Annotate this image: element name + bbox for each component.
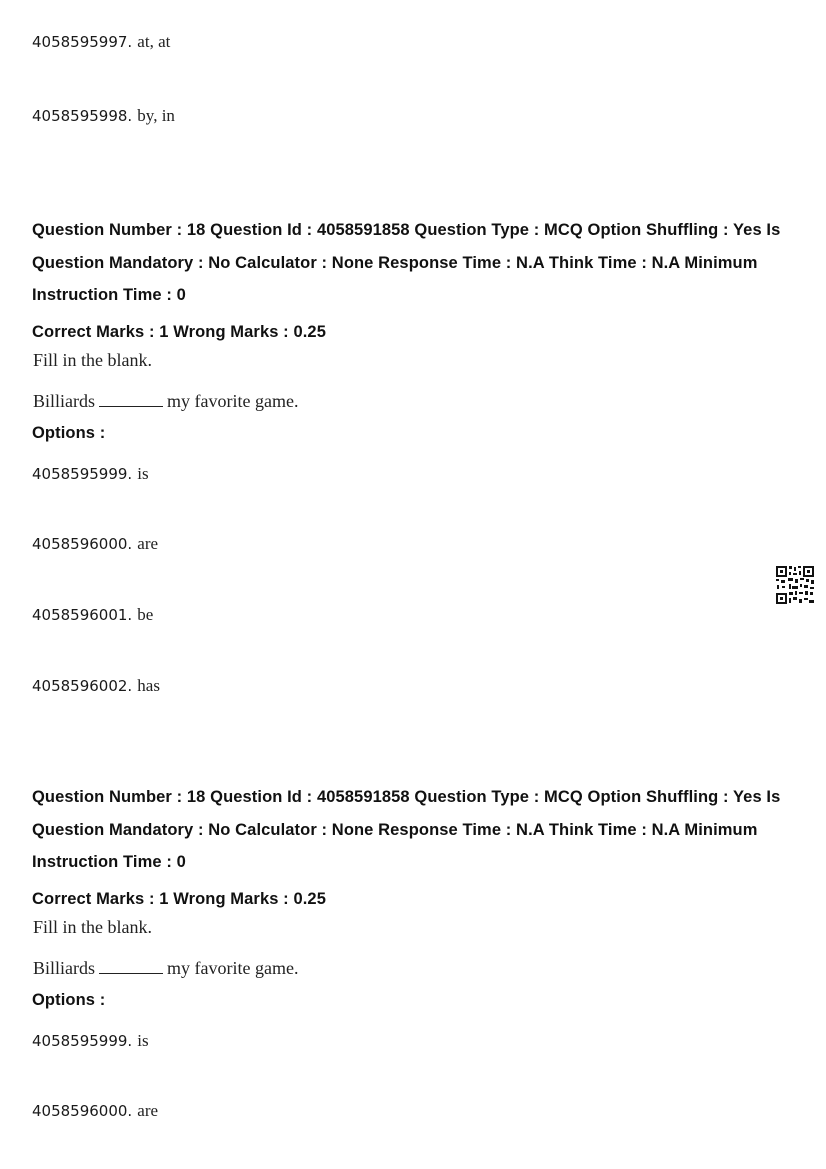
option-text: is <box>137 1031 149 1050</box>
option-text: is <box>137 464 149 483</box>
blank-line <box>99 392 163 407</box>
sentence-end: my favorite game. <box>167 391 299 411</box>
question-instruction: Fill in the blank. <box>33 350 152 370</box>
question-meta-line2: Question Mandatory : No Calculator : None Response Time : N.A Think Time : N.A Minimum <box>32 821 758 839</box>
option-id: 4058596000. <box>32 535 133 553</box>
option-text: has <box>137 676 160 695</box>
question-meta-line1: Question Number : 18 Question Id : 4058591858 Question Type : MCQ Option Shuffling : Yes Is <box>32 221 781 239</box>
option-id: 4058596000. <box>32 1102 133 1120</box>
question-marks: Correct Marks : 1 Wrong Marks : 0.25 <box>32 890 326 908</box>
option-id: 4058595999. <box>32 1032 133 1050</box>
question-meta-line2: Question Mandatory : No Calculator : None Response Time : N.A Think Time : N.A Minimum <box>32 254 758 272</box>
option-id: 4058595998. <box>32 107 133 125</box>
option-text: by, in <box>137 106 175 125</box>
question-sentence <box>33 958 298 979</box>
option-id: 4058595997. <box>32 33 133 51</box>
option-text: are <box>137 1101 159 1120</box>
option-text: are <box>137 534 159 553</box>
sentence-start: Billiards <box>33 958 95 978</box>
option-id: 4058596001. <box>32 606 133 624</box>
option-id: 4058596002. <box>32 677 133 695</box>
option-row <box>32 605 153 625</box>
question-instruction: Fill in the blank. <box>33 917 152 937</box>
option-row <box>32 106 175 126</box>
option-row <box>32 534 158 554</box>
qr-code-icon <box>775 565 815 605</box>
question-meta-line3: Instruction Time : 0 <box>32 853 186 871</box>
option-row <box>32 676 160 696</box>
blank-line <box>99 959 163 974</box>
option-text: at, at <box>137 32 171 51</box>
sentence-end: my favorite game. <box>167 958 299 978</box>
question-meta-line1: Question Number : 18 Question Id : 4058591858 Question Type : MCQ Option Shuffling : Yes Is <box>32 788 781 806</box>
options-label: Options : <box>32 424 106 442</box>
question-meta-line3: Instruction Time : 0 <box>32 286 186 304</box>
options-label: Options : <box>32 991 106 1009</box>
question-marks: Correct Marks : 1 Wrong Marks : 0.25 <box>32 323 326 341</box>
option-row <box>32 1101 158 1121</box>
option-text: be <box>137 605 154 624</box>
sentence-start: Billiards <box>33 391 95 411</box>
option-row <box>32 32 170 52</box>
option-row <box>32 464 149 484</box>
option-row <box>32 1031 149 1051</box>
question-sentence <box>33 391 298 412</box>
option-id: 4058595999. <box>32 465 133 483</box>
